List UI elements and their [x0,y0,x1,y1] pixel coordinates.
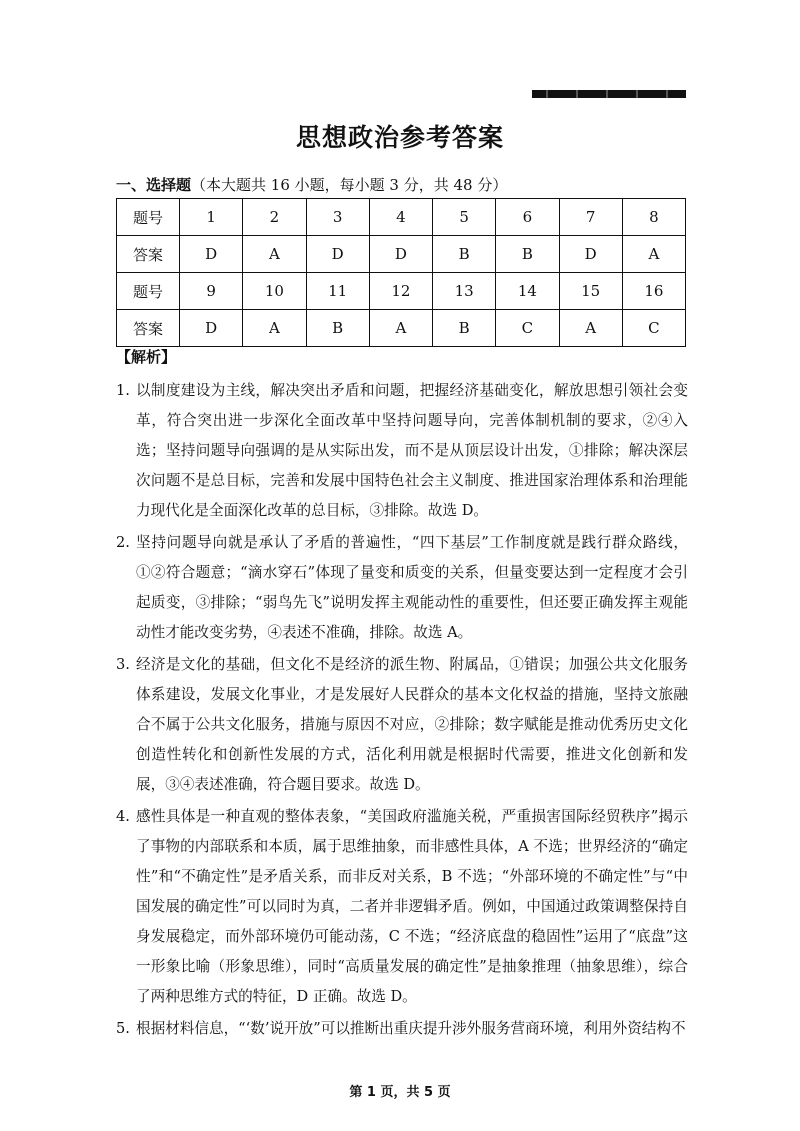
table-cell: 11 [306,273,369,310]
answer-table [116,198,686,347]
explanation-item [116,802,688,1012]
table-cell: B [496,236,559,273]
table-cell: D [306,236,369,273]
item-text: 经济是文化的基础，但文化不是经济的派生物、附属品，①错误；加强公共文化服务体系建设，发展文化事业，才是发展好人民群众的基本文化权益的措施，坚持文旅融合不属于公共文化服务，措施与原因不对应，②排除；数字赋能是推动优秀历史文化创造性转化和创新性发展的方式，活化利用就是根据时代需要，推进文化创新和发展，③④表述准确，符合题目要求。故选 D。 [136,656,688,793]
table-cell: 6 [496,199,559,236]
explanation-item [116,650,688,800]
explanation-item [116,1014,688,1044]
question-row [117,199,686,236]
item-number: 5. [116,1020,130,1037]
table-cell: 15 [559,273,622,310]
table-cell: D [180,236,243,273]
table-cell: B [433,236,496,273]
page-footer: 第 1 页，共 5 页 [349,1085,451,1100]
item-text: 根据材料信息，“‘数’说开放”可以推断出重庆提升涉外服务营商环境，利用外资结构不 [136,1020,686,1037]
section-label: 一、选择题 [116,176,192,194]
table-cell: 16 [622,273,685,310]
table-cell: 8 [622,199,685,236]
table-cell: C [496,310,559,347]
section-heading [116,174,507,195]
table-cell: 3 [306,199,369,236]
item-number: 4. [116,808,130,825]
answer-row [117,236,686,273]
item-number: 1. [116,382,130,399]
table-cell: 9 [180,273,243,310]
table-cell: 5 [433,199,496,236]
row-label: 题号 [117,273,180,310]
table-cell: C [622,310,685,347]
explanation-list [116,376,688,1046]
table-cell: 10 [243,273,306,310]
item-text: 感性具体是一种直观的整体表象，“美国政府滥施关税，严重损害国际经贸秩序”揭示了事物的内部联系和本质，属于思维抽象，而非感性具体，A 不选；世界经济的“确定性”和“不确定性”是矛盾关系，而非反对关系，B 不选；“外部环境的不确定性”与“中国发展的确定性”可以同时为真，二者并非逻辑矛盾。例如，中国通过政策调整保持自身发展稳定，而外部环境仍可能动荡，C 不选；“经济底盘的稳固性”运用了“底盘”这一形象比喻（形象思维），同时“高质量发展的确定性”是抽象推理（抽象思维），综合了两种思维方式的特征，D 正确。故选 D。 [136,808,688,1005]
row-label: 题号 [117,199,180,236]
table-cell: D [180,310,243,347]
table-cell: B [433,310,496,347]
explanation-item [116,376,688,526]
table-cell: B [306,310,369,347]
row-label: 答案 [117,310,180,347]
section-note: （本大题共 16 小题，每小题 3 分，共 48 分） [191,176,508,194]
table-cell: A [369,310,432,347]
table-cell: 7 [559,199,622,236]
row-label: 答案 [117,236,180,273]
table-cell: 2 [243,199,306,236]
table-cell: A [622,236,685,273]
item-number: 2. [116,534,130,551]
corner-bar [532,90,686,98]
explanation-item [116,528,688,648]
question-row [117,273,686,310]
table-cell: A [243,236,306,273]
table-cell: D [559,236,622,273]
page-title: 思想政治参考答案 [295,123,504,152]
table-cell: 13 [433,273,496,310]
table-cell: 4 [369,199,432,236]
table-cell: 14 [496,273,559,310]
item-number: 3. [116,656,130,673]
item-text: 坚持问题导向就是承认了矛盾的普遍性，“四下基层”工作制度就是践行群众路线，①②符合题意；“滴水穿石”体现了量变和质变的关系，但量变要达到一定程度才会引起质变，③排除；“弱鸟先飞”说明发挥主观能动性的重要性，但还要正确发挥主观能动性才能改变劣势，④表述不准确，排除。故选 A。 [136,534,688,641]
explanation-heading: 【解析】 [116,348,177,366]
table-cell: A [243,310,306,347]
answer-row [117,310,686,347]
table-cell: A [559,310,622,347]
item-text: 以制度建设为主线，解决突出矛盾和问题，把握经济基础变化，解放思想引领社会变革，符合突出进一步深化全面改革中坚持问题导向，完善体制机制的要求，②④入选；坚持问题导向强调的是从实际出发，而不是从顶层设计出发，①排除；解决深层次问题不是总目标，完善和发展中国特色社会主义制度、推进国家治理体系和治理能力现代化是全面深化改革的总目标，③排除。故选 D。 [136,382,688,519]
table-cell: 1 [180,199,243,236]
table-cell: D [369,236,432,273]
table-cell: 12 [369,273,432,310]
